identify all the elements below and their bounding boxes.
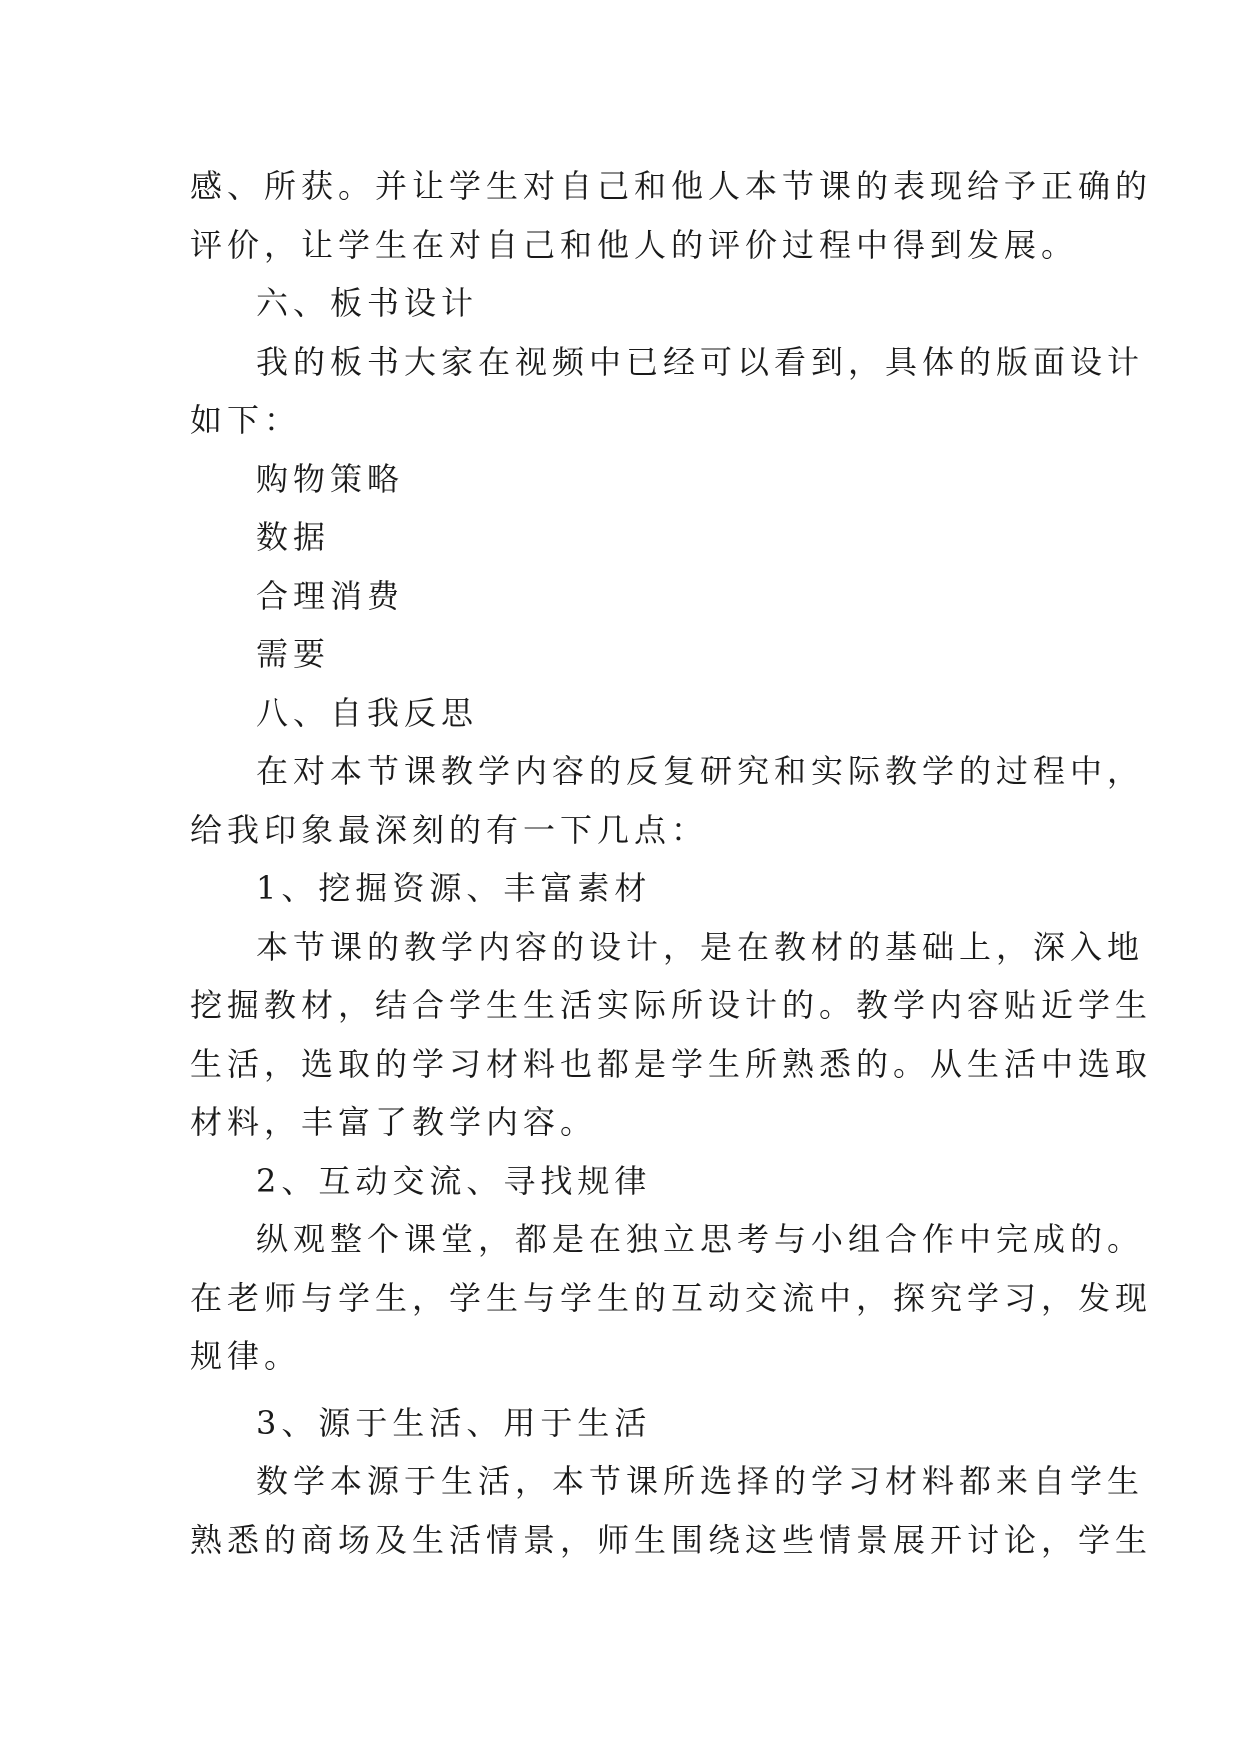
text-line: 熟悉的商场及生活情景，师生围绕这些情景展开讨论，学生 (190, 1520, 1153, 1559)
text-line: 我的板书大家在视频中已经可以看到，具体的版面设计 (256, 342, 1145, 381)
text-line: 数学本源于生活，本节课所选择的学习材料都来自学生 (256, 1462, 1145, 1500)
document-body (190, 157, 1153, 1569)
text-line: 挖掘教材，结合学生生活实际所设计的。教学内容贴近学生 (190, 986, 1153, 1024)
text-line: 感、所获。并让学生对自己和他人本节课的表现给予正确的 (190, 167, 1153, 205)
board-item: 需要 (256, 635, 331, 673)
text-line: 纵观整个课堂，都是在独立思考与小组合作中完成的。 (256, 1220, 1145, 1258)
text-line: 本节课的教学内容的设计，是在教材的基础上，深入地 (256, 927, 1145, 966)
text-line: 生活，选取的学习材料也都是学生所熟悉的。从生活中选取 (190, 1044, 1153, 1083)
text-line: 规律。 (190, 1337, 302, 1375)
subsection-heading: 3、源于生活、用于生活 (256, 1403, 652, 1442)
text-line: 给我印象最深刻的有一下几点： (190, 810, 709, 849)
text-line: 评价，让学生在对自己和他人的评价过程中得到发展。 (190, 225, 1079, 264)
section-heading: 六、板书设计 (256, 284, 479, 322)
board-item: 购物策略 (256, 459, 405, 498)
section-heading: 八、自我反思 (256, 693, 479, 732)
text-line: 如下： (190, 401, 302, 439)
subsection-heading: 2、互动交流、寻找规律 (256, 1161, 652, 1200)
board-item: 数据 (256, 518, 331, 556)
board-item: 合理消费 (256, 576, 405, 615)
text-line: 材料，丰富了教学内容。 (190, 1103, 598, 1141)
subsection-heading: 1、挖掘资源、丰富素材 (256, 869, 652, 907)
text-line: 在对本节课教学内容的反复研究和实际教学的过程中， (256, 752, 1145, 790)
text-line: 在老师与学生，学生与学生的互动交流中，探究学习，发现 (190, 1278, 1153, 1317)
